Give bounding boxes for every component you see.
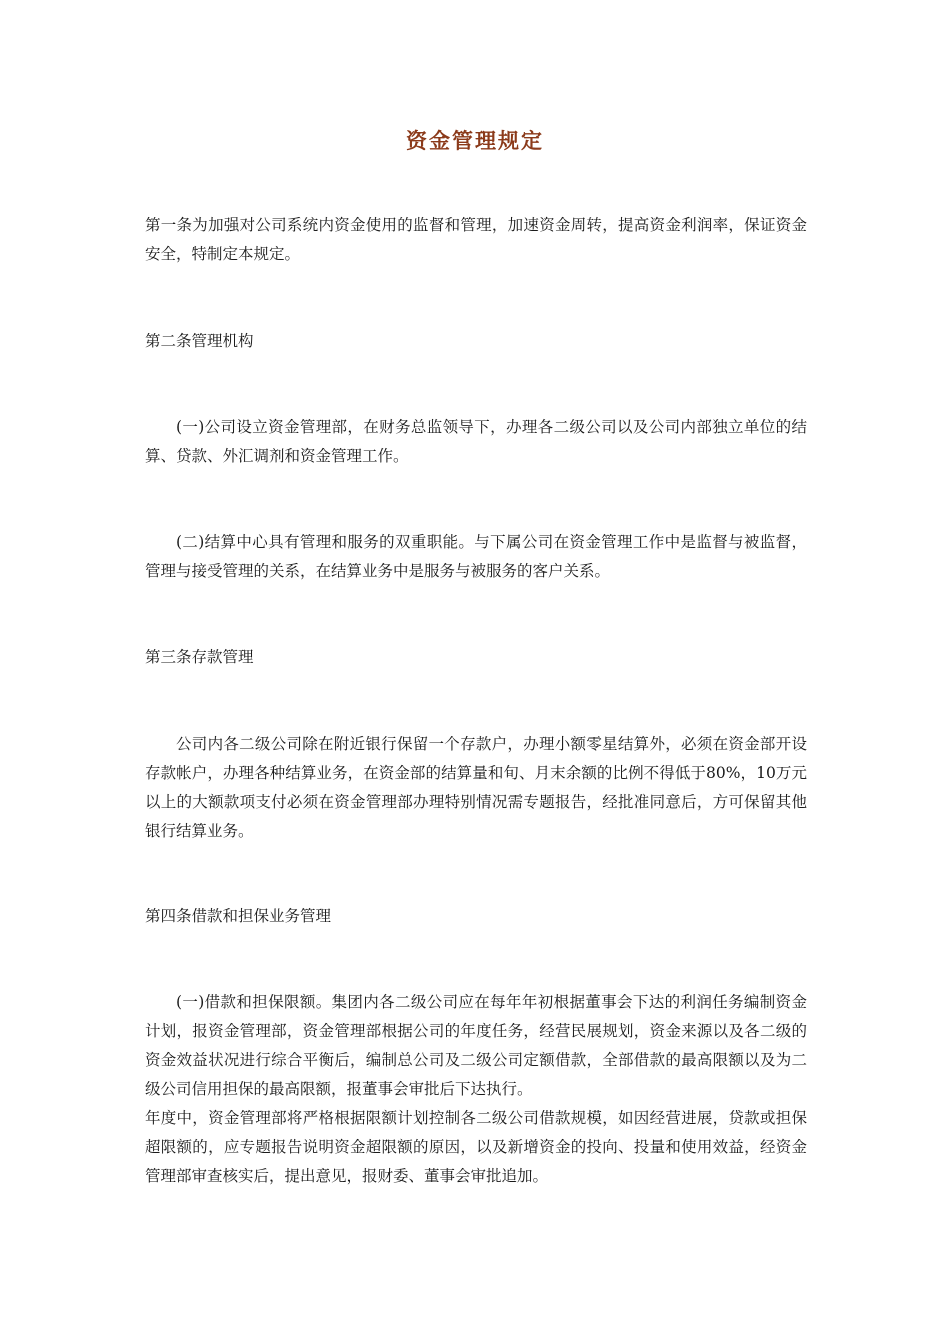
document-title: 资金管理规定 [406, 128, 544, 153]
article-4-heading: 第四条借款和担保业务管理 [145, 907, 332, 925]
article-2-item-2-paragraph: (二)结算中心具有管理和服务的双重职能。与下属公司在资金管理工作中是监督与被监督，管理与接受管理的关系，在结算业务中是服务与被服务的客户关系。 [145, 533, 807, 580]
article-3-heading: 第三条存款管理 [145, 648, 254, 666]
article-2-heading: 第二条管理机构 [145, 332, 254, 350]
article-4-item-1-paragraph: (一)借款和担保限额。集团内各二级公司应在每年年初根据董事会下达的利润任务编制资金计划，报资金管理部，资金管理部根据公司的年度任务，经营民展规划，资金来源以及各二级的资金效益状况进行综合平衡后，编制总公司及二级公司定额借款，全部借款的最高限额以及为二级公司信用担保的最高限额，报董事会审批后下达执行。 [145, 993, 807, 1098]
article-3-paragraph: 公司内各二级公司除在附近银行保留一个存款户，办理小额零星结算外，必须在资金部开设存款帐户，办理各种结算业务，在资金部的结算量和旬、月末余额的比例不得低于80%，10万元以上的大额款项支付必须在资金管理部办理特别情况需专题报告，经批准同意后，方可保留其他银行结算业务。 [145, 735, 807, 840]
article-1-paragraph: 第一条为加强对公司系统内资金使用的监督和管理，加速资金周转，提高资金利润率，保证资金安全，特制定本规定。 [145, 216, 807, 263]
article-2-item-1-paragraph: (一)公司设立资金管理部，在财务总监领导下，办理各二级公司以及公司内部独立单位的结算、贷款、外汇调剂和资金管理工作。 [145, 418, 807, 465]
article-4-item-1-continuation-paragraph: 年度中，资金管理部将严格根据限额计划控制各二级公司借款规模，如因经营进展，贷款或担保超限额的，应专题报告说明资金超限额的原因，以及新增资金的投向、投量和使用效益，经资金管理部审查核实后，提出意见，报财委、董事会审批追加。 [145, 1109, 807, 1185]
